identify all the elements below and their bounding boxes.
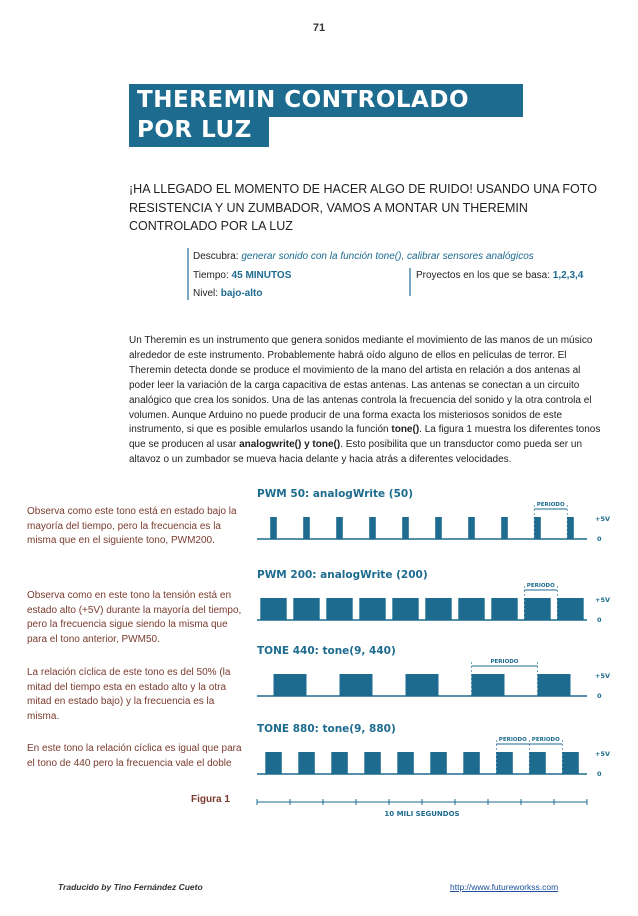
series-label-3: TONE 880: tone(9, 880) [257, 723, 396, 735]
pulse-1-4 [392, 598, 418, 620]
figure-caption: Figura 1 [191, 794, 230, 805]
meta-descubra-label: Descubra: [193, 251, 239, 262]
pulse-1-2 [326, 598, 352, 620]
meta-tiempo-label: Tiempo: [193, 270, 229, 281]
series-label-0: PWM 50: analogWrite (50) [257, 488, 414, 500]
pulse-3-1 [298, 752, 315, 774]
high-label-0: +5V [595, 515, 610, 523]
pulse-0-7 [501, 517, 508, 539]
period-label-extra: PERIODO [498, 737, 527, 743]
pulse-0-3 [369, 517, 376, 539]
pulse-0-8 [534, 517, 541, 539]
low-label-3: 0 [597, 770, 602, 778]
body-text-3: . Esto posibilita que un transductor como pueda ser un altavoz o un zumbador se mueva hacia delante y hacia atrás a diferentes velocidades. [129, 439, 583, 466]
title-line-1: THEREMIN CONTROLADO [137, 87, 470, 113]
body-bold-functions: analogwrite() y tone() [239, 439, 341, 451]
pulse-1-9 [557, 598, 583, 620]
meta-proyectos-value: 1,2,3,4 [552, 270, 584, 281]
high-label-2: +5V [595, 672, 610, 680]
pulse-2-3 [472, 674, 505, 696]
pulse-3-4 [397, 752, 414, 774]
pulse-3-7 [496, 752, 513, 774]
series-label-2: TONE 440: tone(9, 440) [257, 645, 396, 657]
meta-nivel-label: Nivel: [193, 288, 219, 299]
meta-nivel-value: bajo-alto [220, 288, 263, 299]
pulse-0-1 [303, 517, 310, 539]
low-label-0: 0 [597, 535, 602, 543]
high-label-1: +5V [595, 596, 610, 604]
low-label-2: 0 [597, 692, 602, 700]
body-text-2: . La figura 1 muestra los diferentes tonos que se producen al usar [129, 424, 601, 451]
pulse-3-9 [562, 752, 579, 774]
pulse-3-3 [364, 752, 381, 774]
series-label-1: PWM 200: analogWrite (200) [257, 569, 428, 581]
title-line-2: POR LUZ [137, 117, 252, 143]
footer-translator: Traducido by Tino Fernández Cueto [58, 882, 203, 892]
pulse-0-4 [402, 517, 409, 539]
note-tone440: La relación cíclica de este tono es del 50% (la mitad del tiempo esta en estado alto y la otra mitad en estado bajo) y la frecuencia es la misma. [27, 667, 231, 722]
low-label-1: 0 [597, 616, 602, 624]
meta-proyectos-label: Proyectos en los que se basa: [416, 270, 550, 281]
period-label-0: PERIODO [536, 502, 565, 508]
period-label-3: PERIODO [531, 737, 560, 743]
pulse-2-1 [340, 674, 373, 696]
pulse-2-4 [538, 674, 571, 696]
pulse-0-2 [336, 517, 343, 539]
pulse-0-5 [435, 517, 442, 539]
period-label-1: PERIODO [526, 583, 555, 589]
page-number: 71 [312, 22, 326, 34]
pulse-1-8 [524, 598, 550, 620]
x-axis-label: 10 MILI SEGUNDOS [384, 810, 460, 818]
pulse-1-0 [260, 598, 286, 620]
pulse-1-3 [359, 598, 385, 620]
pulse-3-6 [463, 752, 480, 774]
footer-link[interactable]: http://www.futureworkss.com [450, 882, 559, 892]
note-pwm50: Observa como este tono está en estado bajo la mayoría del tiempo, pero la frecuencia es la misma que en el siguiente tono, PWM200. [27, 506, 237, 547]
high-label-3: +5V [595, 750, 610, 758]
note-pwm200: Observa como en este tono la tensión está en estado alto (+5V) durante la mayoría del tiempo, pero la frecuencia sigue siendo la misma que para el tono anterior, PWM50. [27, 590, 242, 645]
pulse-0-9 [567, 517, 574, 539]
pulse-3-8 [529, 752, 546, 774]
pulse-3-2 [331, 752, 348, 774]
pulse-3-0 [265, 752, 282, 774]
pulse-2-2 [406, 674, 439, 696]
meta-descubra-value: generar sonido con la función tone(), calibrar sensores analógicos [241, 251, 534, 262]
body-text-1: Un Theremin es un instrumento que genera sonidos mediante el movimiento de las manos de un músico alrededor de este instrumento. Probablemente habrá oído alguno de ellos en películas de terror. El Theremin detecta donde se produce el movimiento de la mano del artista en relación a dos antenas al poder leer la variación de la carga capacitiva de estas antenas. Las antenas se conectan a un circuito analógico que crea los sonidos. Una de las antenas controla la frecuencia del sonido y la otra controla el volumen. Aunque Arduino no puede producir de una forma exacta los misteriosos sonidos de este instrumento, si que es posible emularlos usando la función [129, 335, 593, 436]
meta-tiempo-value: 45 MINUTOS [231, 270, 292, 281]
pulse-1-5 [425, 598, 451, 620]
pulse-2-0 [274, 674, 307, 696]
pulse-1-6 [458, 598, 484, 620]
intro-heading: ¡HA LLEGADO EL MOMENTO DE HACER ALGO DE RUIDO! USANDO UNA FOTO RESISTENCIA Y UN ZUMBADOR, VAMOS A MONTAR UN THEREMIN CONTROLADO POR LA LUZ [129, 182, 597, 233]
pulse-1-7 [491, 598, 517, 620]
pulse-1-1 [293, 598, 319, 620]
period-label-2: PERIODO [490, 659, 519, 665]
pulse-3-5 [430, 752, 447, 774]
pulse-0-6 [468, 517, 475, 539]
body-bold-tone: tone() [391, 424, 420, 436]
note-tone880: En este tono la relación cíclica es igual que para el tono de 440 pero la frecuencia vale el doble [27, 743, 242, 769]
pulse-0-0 [270, 517, 277, 539]
